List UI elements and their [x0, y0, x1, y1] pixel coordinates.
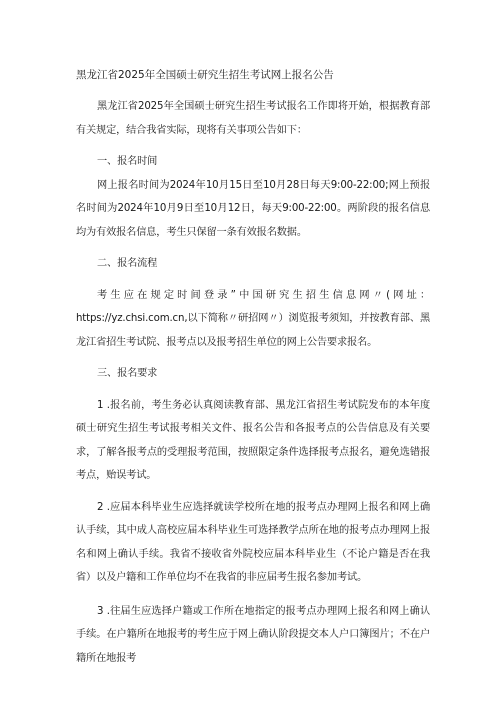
section-heading-process: 二、报名流程 — [97, 258, 158, 269]
requirement-item-2: 2 .应届本科毕业生应选择就读学校所在地的报考点办理网上报名和网上确认手续，其中成人高校应届本科毕业生可选择教学点所在地的报考点办理网上报名和网上确认手续。我省不接收省外院校应届本科毕业生（不论户籍是否在我省）以及户籍和工作单位均不在我省的非应届考生报名参加考试。 — [76, 501, 430, 583]
section-heading-requirements: 三、报名要求 — [97, 368, 158, 379]
intro-paragraph: 黑龙江省2025年全国硕士研究生招生考试报名工作即将开始，根据教育部有关规定，结合我省实际，现将有关事项公告如下： — [76, 101, 430, 136]
section-paragraph: 考生应在规定时间登录”中国研究生招生信息网〃(网址：https://yz.chsi.com.cn,以下简称〃研招网〃）浏览报考须知，并按教育部、黑龙江省招生考试院、报考点以及报考招生单位的网上公告要求报名。 — [76, 289, 430, 348]
section-paragraph: 网上报名时间为2024年10月15日至10月28日每天9:00-22:00;网上预报名时间为2024年10月9日至10月12日，每天9:00-22:00。两阶段的报名信息均为有效报名信息，考生只保留一条有效报名数据。 — [76, 179, 430, 238]
section-heading-time: 一、报名时间 — [97, 156, 158, 167]
document-title: 黑龙江省2025年全国硕士研究生招生考试网上报名公告 — [76, 69, 334, 81]
document-body — [76, 95, 430, 670]
requirement-item-3: 3 .往届生应选择户籍或工作所在地指定的报考点办理网上报名和网上确认手续。在户籍所在地报考的考生应于网上确认阶段提交本人户口簿图片；不在户籍所在地报考 — [76, 605, 430, 664]
requirement-item-1: 1 .报名前，考生务必认真阅读教育部、黑龙江省招生考试院发布的本年度硕士研究生招生考试报考相关文件、报名公告和各报考点的公告信息及有关要求，了解各报考点的受理报考范围，按照限定条件选择报考点报名，避免选错报考点，贻误考试。 — [76, 399, 430, 481]
